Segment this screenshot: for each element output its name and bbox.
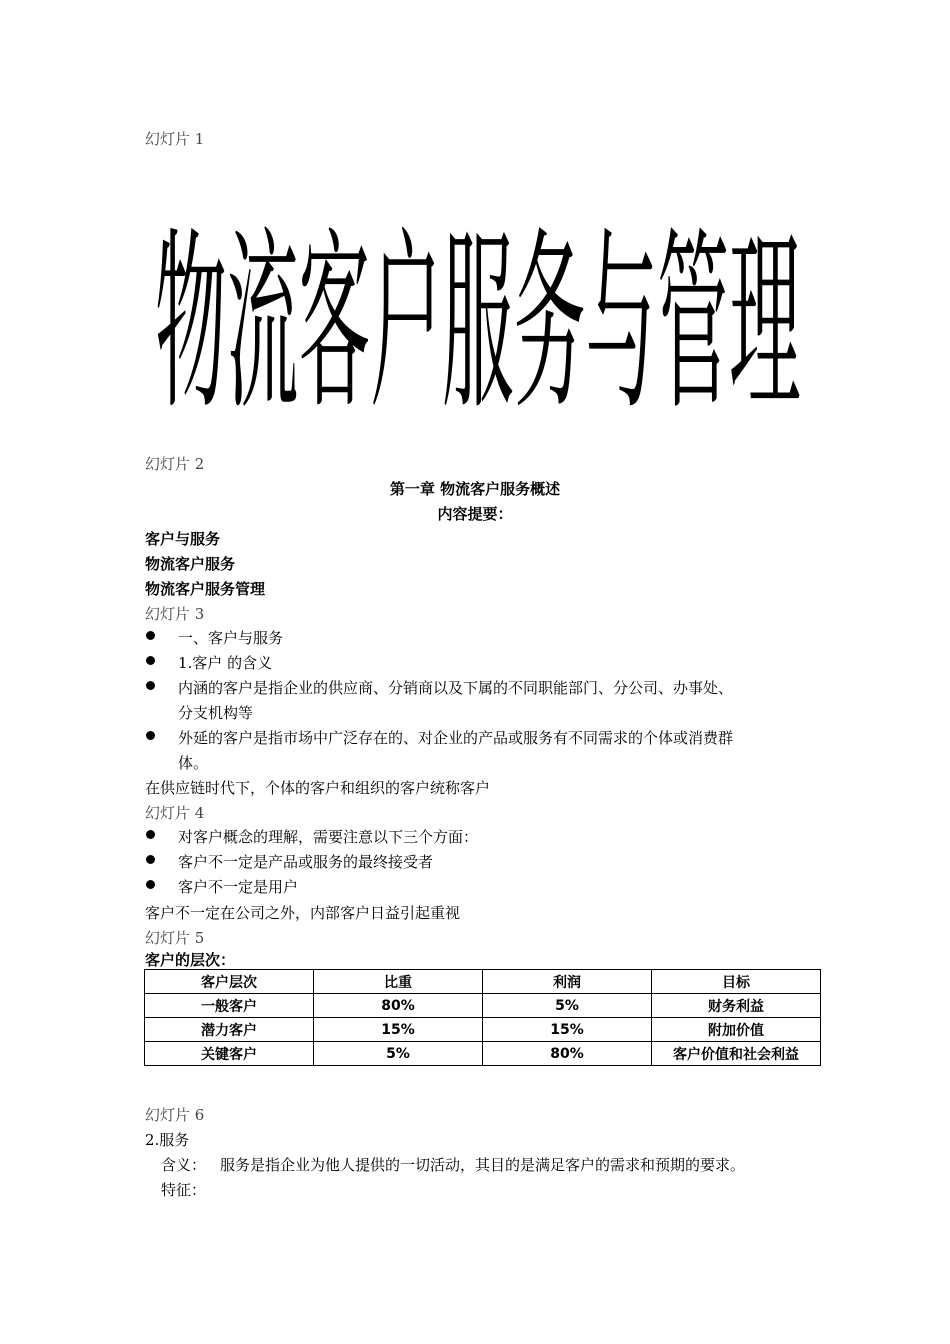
customer-levels-heading: 客户的层次： — [145, 951, 236, 969]
meaning-label: 含义： — [161, 1156, 207, 1174]
table-header-cell: 利润 — [483, 970, 652, 994]
slide-4-label: 幻灯片 4 — [145, 804, 205, 822]
bullet-text: 客户不一定是用户 — [178, 878, 299, 896]
bullet-text-continued: 体。 — [178, 754, 209, 772]
table-cell: 5% — [483, 994, 652, 1018]
bullet-text: 一、客户与服务 — [178, 629, 284, 647]
table-cell: 客户价值和社会利益 — [652, 1042, 821, 1066]
bullet-icon — [146, 681, 155, 690]
table-row — [145, 994, 821, 1018]
table-cell: 潜力客户 — [145, 1018, 314, 1042]
bullet-icon — [146, 731, 155, 740]
slide-3-footer: 在供应链时代下，个体的客户和组织的客户统称客户 — [145, 779, 491, 797]
customer-levels-table — [144, 969, 821, 1066]
features-label: 特征： — [161, 1181, 207, 1199]
word-art-title — [145, 190, 825, 430]
meaning-text: 服务是指企业为他人提供的一切活动，其目的是满足客户的需求和预期的要求。 — [220, 1156, 746, 1174]
slide-4-footer: 客户不一定在公司之外，内部客户日益引起重视 — [145, 904, 461, 922]
bullet-text: 对客户概念的理解，需要注意以下三个方面： — [178, 828, 479, 846]
table-cell: 80% — [483, 1042, 652, 1066]
service-heading: 2.服务 — [145, 1131, 190, 1149]
summary-item: 物流客户服务管理 — [145, 580, 266, 598]
table-cell: 财务利益 — [652, 994, 821, 1018]
slide-1-label: 幻灯片 1 — [145, 130, 205, 148]
bullet-icon — [146, 631, 155, 640]
table-cell: 15% — [314, 1018, 483, 1042]
table-cell: 一般客户 — [145, 994, 314, 1018]
table-row — [145, 1018, 821, 1042]
summary-item: 客户与服务 — [145, 530, 221, 548]
bullet-text: 内涵的客户是指企业的供应商、分销商以及下属的不同职能部门、分公司、办事处、 — [178, 679, 734, 697]
table-row — [145, 1042, 821, 1066]
bullet-text: 1.客户 的含义 — [178, 654, 273, 672]
table-cell: 80% — [314, 994, 483, 1018]
slide-6-label: 幻灯片 6 — [145, 1106, 205, 1124]
bullet-icon — [146, 880, 155, 889]
chapter-title: 第一章 物流客户服务概述 — [389, 480, 561, 498]
bullet-icon — [146, 656, 155, 665]
table-header-row — [145, 970, 821, 994]
bullet-text: 客户不一定是产品或服务的最终接受者 — [178, 853, 434, 871]
word-art-title-text: 物流客户服务与管理 — [155, 212, 801, 430]
table-header-cell: 目标 — [652, 970, 821, 994]
bullet-text-continued: 分支机构等 — [178, 704, 254, 722]
table-cell: 关键客户 — [145, 1042, 314, 1066]
summary-heading: 内容提要： — [437, 505, 513, 523]
table-cell: 15% — [483, 1018, 652, 1042]
bullet-icon — [146, 855, 155, 864]
bullet-text: 外延的客户是指市场中广泛存在的、对企业的产品或服务有不同需求的个体或消费群 — [178, 729, 734, 747]
table-cell: 5% — [314, 1042, 483, 1066]
slide-3-label: 幻灯片 3 — [145, 605, 205, 623]
bullet-icon — [146, 830, 155, 839]
table-header-cell: 比重 — [314, 970, 483, 994]
summary-item: 物流客户服务 — [145, 555, 236, 573]
table-header-cell: 客户层次 — [145, 970, 314, 994]
slide-5-label: 幻灯片 5 — [145, 929, 205, 947]
table-cell: 附加价值 — [652, 1018, 821, 1042]
slide-2-label: 幻灯片 2 — [145, 455, 205, 473]
